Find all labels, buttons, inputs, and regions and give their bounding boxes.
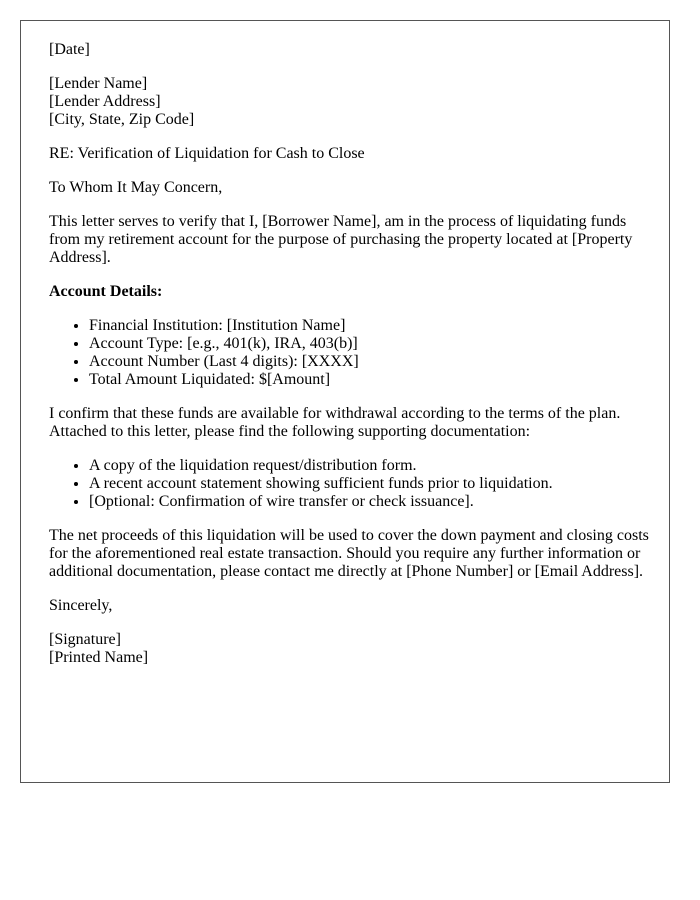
account-details-list <box>49 317 649 389</box>
list-item: • Financial Institution: [Institution Name] <box>89 317 649 335</box>
date: [Date] <box>49 41 90 58</box>
salutation: To Whom It May Concern, <box>49 179 223 196</box>
lender-street: [Lender Address] <box>49 93 161 110</box>
list-item: • A recent account statement showing sufficient funds prior to liquidation. <box>89 475 649 493</box>
list-item: • Total Amount Liquidated: $[Amount] <box>89 371 649 389</box>
signature-block <box>49 631 649 667</box>
signature: [Signature] <box>49 631 121 648</box>
printed-name: [Printed Name] <box>49 649 149 666</box>
list-item: • Account Number (Last 4 digits): [XXXX] <box>89 353 649 371</box>
lender-city: [City, State, Zip Code] <box>49 111 195 128</box>
intro-paragraph: This letter serves to verify that I, [Borrower Name], am in the process of liquidating funds from my retirement account for the purpose of purchasing the property located at [Property Address]. <box>49 213 633 266</box>
lender-address <box>49 75 649 129</box>
account-heading: Account Details: <box>49 283 163 300</box>
lender-name: [Lender Name] <box>49 75 148 92</box>
letter <box>20 20 670 783</box>
list-item: • [Optional: Confirmation of wire transfer or check issuance]. <box>89 493 649 511</box>
closing: Sincerely, <box>49 597 113 614</box>
list-item: • Account Type: [e.g., 401(k), IRA, 403(b)] <box>89 335 649 353</box>
subject: RE: Verification of Liquidation for Cash to Close <box>49 145 365 162</box>
proceeds-paragraph: The net proceeds of this liquidation will be used to cover the down payment and closing costs for the aforementioned real estate transaction. Should you require any further information or additional documentation, please contact me directly at [Phone Number] or [Email Address]. <box>49 527 649 580</box>
documents-list <box>49 457 649 511</box>
confirm-paragraph: I confirm that these funds are available for withdrawal according to the terms of the plan. Attached to this letter, please find the following supporting documentation: <box>49 405 621 440</box>
list-item: • A copy of the liquidation request/distribution form. <box>89 457 649 475</box>
